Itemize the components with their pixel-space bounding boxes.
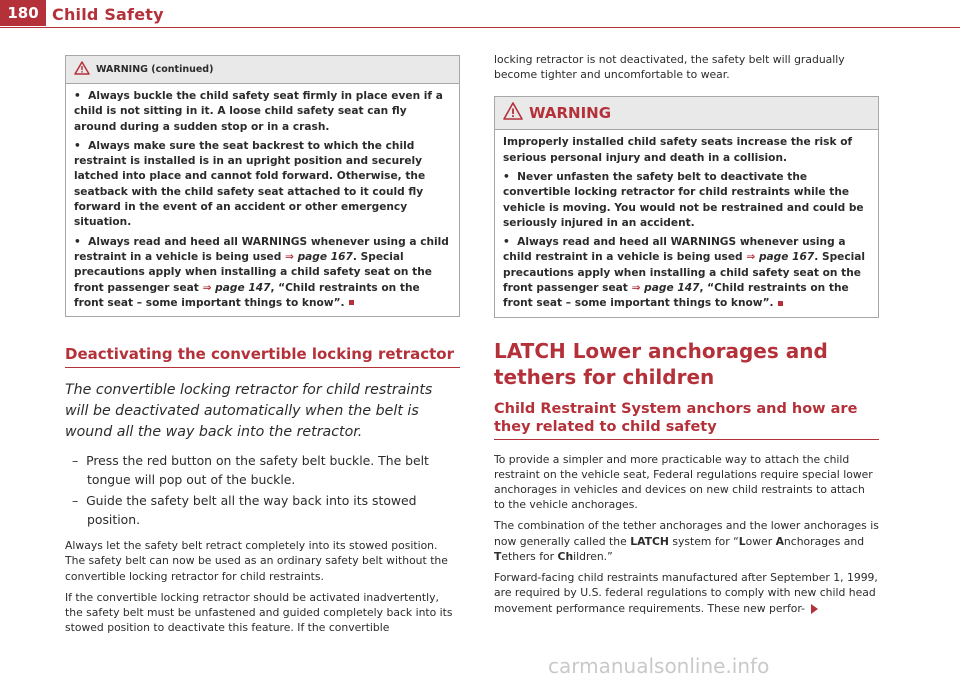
continuation-paragraph: locking retractor is not deactivated, the safety belt will gradually become tighter and uncomfortable to wear. [494, 53, 845, 82]
warning-bullet-text: . Special precautions apply when installing a child safety seat on the front passenger seat [503, 251, 866, 295]
text-run: ower [745, 534, 776, 548]
end-of-section-square-icon [349, 300, 354, 305]
warning-body [495, 130, 878, 316]
warning-triangle-icon [503, 102, 523, 124]
acronym-letter: T [494, 549, 502, 563]
warning-bullet-text: Always make sure the seat backrest to which the child restraint is installed is in an upright position and securely latched into place and cannot fold forward. Otherwise, the seatback with the child safety seat attached to it could fly forward in the event of an accident or other emergency situation. [74, 139, 426, 229]
warning-bullet-text: Always read and heed all WARNINGS whenever using a child restraint in a vehicle is being used [74, 235, 449, 263]
cross-reference-arrow-icon: ⇒ [631, 282, 641, 295]
warning-bullet-text: Always read and heed all WARNINGS whenever using a child restraint in a vehicle is being used [503, 236, 846, 264]
text-run: Forward-facing child restraints manufactured after September 1, 1999, are required by U.S. federal regulations to comply with new child head movement performance requirements. These new perfor- [494, 571, 878, 615]
acronym-letter: L [738, 534, 746, 548]
warning-header [495, 97, 878, 130]
text-run: ethers for [501, 549, 558, 563]
warning-body [66, 84, 459, 316]
body-paragraph [494, 570, 879, 616]
warning-box-continued [65, 55, 460, 317]
page-reference-link[interactable]: page 167 [297, 250, 353, 263]
cross-reference-arrow-icon: ⇒ [746, 251, 756, 264]
warning-bullet: • Always buckle the child safety seat firmly in place even if a child is not sitting in it. A loose child safety seat can fly around during a sudden stop or in a crash. [74, 90, 443, 133]
step-item: – Press the red button on the safety belt buckle. The belt tongue will pop out of the buckle. [72, 453, 429, 487]
warning-bullet: • Never unfasten the safety belt to deactivate the convertible locking retractor for child restraints while the vehicle is moving. You would not be restrained and could be seriously injured in an accident. [503, 171, 864, 229]
warning-triangle-icon [74, 60, 90, 79]
text-run: system for “ [668, 534, 739, 548]
acronym-letter: A [775, 534, 784, 548]
warning-bullet-text: . Special precautions apply when installing a child safety seat on the front passenger seat [74, 250, 432, 294]
latch-term: LATCH [630, 534, 669, 548]
page-reference-link[interactable]: page 167 [758, 251, 815, 264]
warning-bullet-text: , “Child restraints on the front seat – some important things to know”. [74, 281, 420, 309]
chapter-heading: LATCH Lower anchorages and tethers for children [494, 338, 828, 389]
continue-arrow-icon [811, 604, 818, 614]
warning-header [66, 56, 459, 84]
warning-heading: WARNING [529, 104, 612, 123]
warning-bullet-text: Always buckle the child safety seat firmly in place even if a child is not sitting in it. A loose child safety seat can fly around during a sudden stop or in a crash. [74, 90, 443, 133]
subsection-title: Child Restraint System anchors and how are they related to child safety [494, 400, 879, 440]
body-paragraph: Always let the safety belt retract completely into its stowed position. The safety belt can now be used as an ordinary safety belt without the convertible locking retractor for child restraints. [65, 539, 448, 583]
section-title: Deactivating the convertible locking retractor [65, 345, 460, 368]
text-run: The combination of the tether anchorages and the lower anchorages is now generally called the [494, 519, 879, 548]
lead-paragraph: The convertible locking retractor for child restraints will be deactivated automatically when the belt is wound all the way back into the retractor. [65, 382, 433, 441]
step-text: Guide the safety belt all the way back into its stowed position. [86, 493, 417, 527]
body-paragraph: To provide a simpler and more practicable way to attach the child restraint on the vehicle seat, Federal regulations require special lower anchorages in vehicles and devices on new child restraints to attach to the vehicle anchorages. [494, 452, 873, 512]
warning-bullet-text: Never unfasten the safety belt to deactivate the convertible locking retractor for child restraints while the vehicle is moving. You would not be restrained and could be seriously injured in an accident. [503, 171, 864, 229]
acronym-letter: Ch [557, 549, 574, 563]
body-paragraph [494, 518, 879, 564]
right-column [494, 52, 879, 616]
warning-intro: Improperly installed child safety seats increase the risk of serious personal injury and death in a collision. [503, 136, 853, 164]
header-rule [0, 27, 960, 28]
step-list [65, 452, 460, 529]
step-text: Press the red button on the safety belt buckle. The belt tongue will pop out of the buckle. [86, 453, 429, 487]
page-number: 180 [0, 0, 46, 26]
warning-bullet-text: , “Child restraints on the front seat – some important things to know”. [503, 282, 849, 310]
body-paragraph: If the convertible locking retractor should be activated inadvertently, the safety belt must be unfastened and guided completely back into its stowed position to deactivate this feature. If the convertible [65, 590, 453, 635]
text-run: ildren.” [573, 549, 613, 563]
warning-box [494, 96, 879, 317]
step-item: – Guide the safety belt all the way back into its stowed position. [72, 493, 417, 527]
left-column [65, 55, 460, 635]
warning-bullet: • Always read and heed all WARNINGS whenever using a child restraint in a vehicle is being used ⇒ page 167. Special precautions apply when installing a child safety seat on the front passenger seat ⇒ page 147, “Child restraints on the front seat – some important things to know”. [503, 236, 866, 310]
chapter-title: Child Safety [52, 5, 164, 24]
text-run: nchorages and [783, 534, 865, 548]
page-reference-link[interactable]: page 147 [215, 281, 271, 294]
warning-bullet: • Always make sure the seat backrest to which the child restraint is installed is in an upright position and securely latched into place and cannot fold forward. Otherwise, the seatback with the child safety seat attached to it could fly forward in the event of an accident or other emergency situation. [74, 139, 426, 229]
cross-reference-arrow-icon: ⇒ [202, 281, 212, 294]
warning-heading: WARNING (continued) [96, 64, 214, 75]
watermark: carmanualsonline.info [548, 654, 770, 678]
page-reference-link[interactable]: page 147 [644, 282, 700, 295]
cross-reference-arrow-icon: ⇒ [284, 250, 294, 263]
end-of-section-square-icon [778, 301, 783, 306]
warning-bullet: • Always read and heed all WARNINGS whenever using a child restraint in a vehicle is being used ⇒ page 167. Special precautions apply when installing a child safety seat on the front passenger seat ⇒ page 147, “Child restraints on the front seat – some important things to know”. [74, 235, 449, 309]
